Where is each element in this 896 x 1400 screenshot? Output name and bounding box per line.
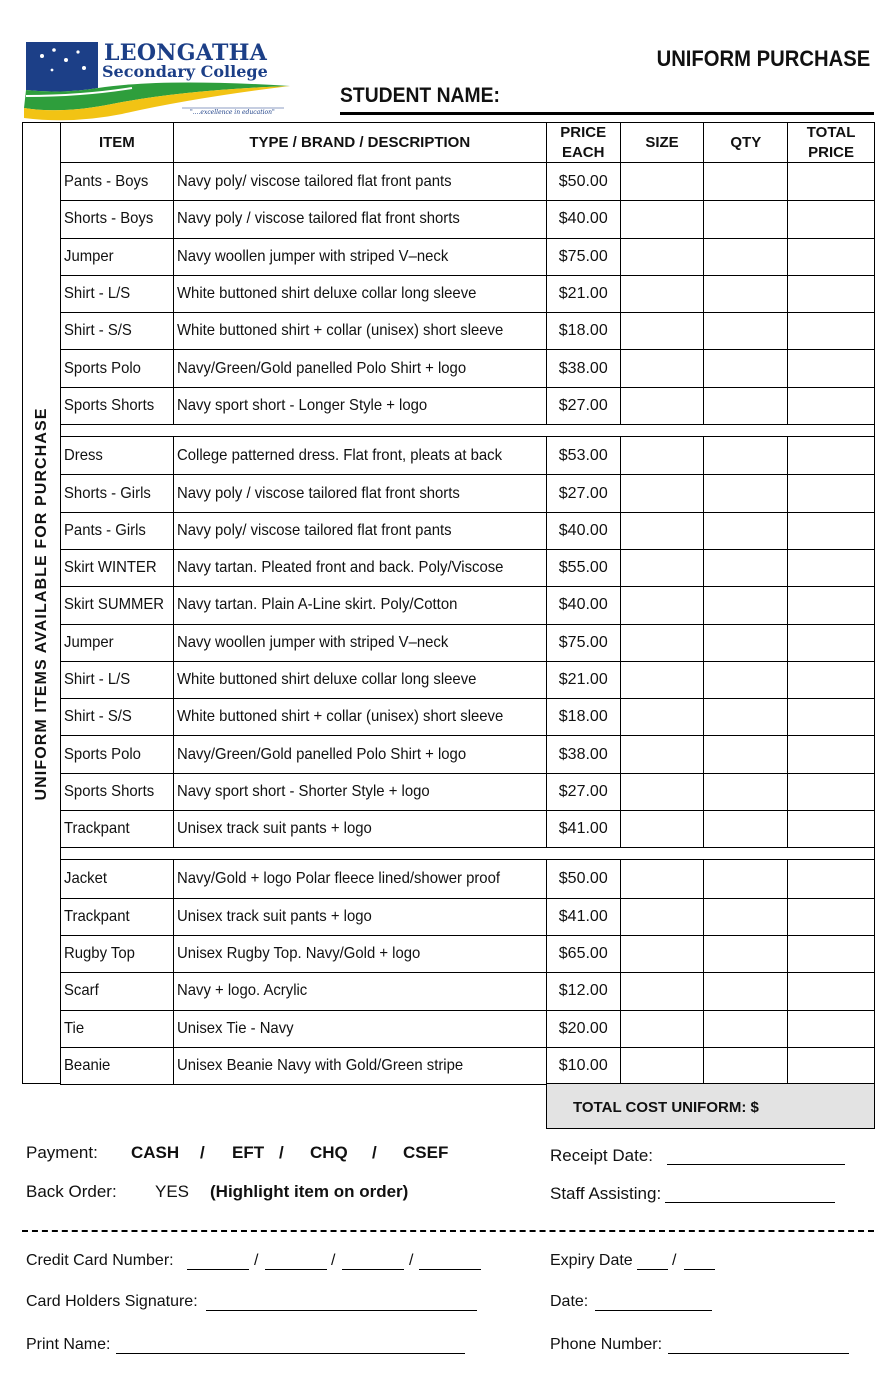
size-input[interactable] [621,774,705,810]
size-input[interactable] [621,736,705,772]
item-name [61,811,174,847]
item-description [174,736,547,772]
total-price-input[interactable] [788,163,874,200]
card-date-field[interactable] [595,1310,712,1311]
qty-input[interactable] [704,276,788,312]
item-name-text: Skirt WINTER [64,559,157,577]
card-number-field-1[interactable] [187,1269,249,1270]
table-row [61,387,874,424]
item-price [547,860,621,897]
item-name [61,860,174,897]
item-description [174,662,547,698]
item-description-text: Navy/Green/Gold panelled Polo Shirt + logo [176,359,466,377]
school-name: LEONGATHA [104,40,268,66]
qty-input[interactable] [704,313,788,349]
print-name-label: Print Name: [26,1336,111,1353]
item-price-text: $50.00 [558,172,608,190]
item-price [547,662,621,698]
staff-assisting-label: Staff Assisting: [550,1184,662,1203]
item-price-text: $65.00 [558,945,608,963]
item-name-text: Rugby Top [64,945,135,963]
item-description-text: Navy poly/ viscose tailored flat front pants [176,521,452,539]
item-name [61,276,174,312]
table-row [61,661,874,698]
item-name [61,774,174,810]
payment-separator: / [372,1143,377,1162]
table-row [61,586,874,623]
item-price [547,1011,621,1047]
size-input[interactable] [621,1048,705,1084]
item-name-text: Trackpant [64,820,130,838]
item-name [61,550,174,586]
table-row [61,972,874,1009]
payment-label: Payment: [26,1143,98,1162]
item-price-text: $50.00 [558,869,608,887]
item-price-text: $20.00 [558,1019,608,1037]
back-order-yes[interactable]: YES [155,1182,190,1201]
item-description [174,475,547,511]
item-description [174,811,547,847]
item-name-text: Shorts - Girls [64,484,151,502]
table-row [61,1047,874,1084]
card-signature-label: Card Holders Signature: [26,1293,198,1310]
total-price-input[interactable] [788,437,874,474]
item-price-text: $18.00 [558,708,608,726]
item-price-text: $40.00 [558,596,608,614]
item-name [61,513,174,549]
table-row [61,624,874,661]
item-price [547,936,621,972]
item-description-text: Navy woollen jumper with striped V–neck [176,633,448,651]
column-header-price-each: PRICE EACH [547,123,621,162]
item-name-text: Jacket [64,869,108,887]
credit-card-number-label: Credit Card Number: [26,1252,174,1269]
table-row [61,312,874,349]
item-name-text: Scarf [64,982,99,1000]
total-price-input[interactable] [788,276,874,312]
card-signature-field[interactable] [206,1310,477,1311]
item-description [174,550,547,586]
item-price [547,625,621,661]
item-name [61,662,174,698]
item-description [174,860,547,897]
item-description-text: Navy poly / viscose tailored flat front shorts [176,484,460,502]
total-price-input[interactable] [788,350,874,386]
qty-input[interactable] [704,201,788,237]
total-price-input[interactable] [788,513,874,549]
item-description-text: White buttoned shirt deluxe collar long sleeve [176,671,477,688]
item-price-text: $75.00 [558,633,608,651]
qty-input[interactable] [704,973,788,1009]
item-description [174,201,547,237]
item-description [174,899,547,935]
sidebar-label-box [22,122,60,1084]
total-price-input[interactable] [788,201,874,237]
item-name [61,163,174,200]
size-input[interactable] [621,550,705,586]
table-header-row [61,123,874,163]
item-price-text: $75.00 [558,247,608,265]
column-header-qty: QTY [704,123,788,162]
table-row [61,860,874,897]
qty-input[interactable] [704,736,788,772]
card-number-field-4[interactable] [419,1269,481,1270]
staff-assisting-field[interactable] [665,1202,835,1203]
item-description-text: Unisex Rugby Top. Navy/Gold + logo [176,945,421,963]
qty-input[interactable] [704,860,788,897]
item-description [174,1048,547,1084]
item-description [174,276,547,312]
payment-option-eft[interactable]: EFT [232,1143,265,1162]
qty-input[interactable] [704,899,788,935]
item-price [547,437,621,474]
item-price [547,899,621,935]
receipt-date-label: Receipt Date: [550,1146,653,1165]
qty-input[interactable] [704,437,788,474]
item-name [61,201,174,237]
item-name-text: Skirt SUMMER [64,596,165,614]
payment-option-cash[interactable]: CASH [131,1143,180,1162]
item-name [61,437,174,474]
item-price [547,973,621,1009]
item-name [61,973,174,1009]
qty-input[interactable] [704,936,788,972]
item-description [174,350,547,386]
table-row [61,474,874,511]
payment-separator: / [200,1143,205,1162]
table-row [61,810,874,847]
item-name-text: Pants - Girls [64,521,146,539]
item-name-text: Dress [64,446,103,464]
item-description [174,936,547,972]
item-name [61,350,174,386]
total-price-input[interactable] [788,1011,874,1047]
item-price [547,475,621,511]
item-name [61,239,174,275]
card-number-field-3[interactable] [342,1269,404,1270]
total-cost-label: TOTAL COST UNIFORM: $ [573,1099,759,1116]
total-price-input[interactable] [788,699,874,735]
qty-input[interactable] [704,662,788,698]
size-input[interactable] [621,625,705,661]
school-logo [22,38,294,122]
size-input[interactable] [621,899,705,935]
school-subtitle: Secondary College [102,62,268,81]
card-number-separator: / [409,1252,414,1269]
item-price-text: $18.00 [558,322,608,340]
item-price-text: $10.00 [558,1056,608,1074]
item-price [547,774,621,810]
table-body [61,163,874,1084]
expiry-month-field[interactable] [637,1269,668,1270]
size-input[interactable] [621,860,705,897]
size-input[interactable] [621,350,705,386]
item-price-text: $40.00 [558,521,608,539]
item-description [174,513,547,549]
item-name [61,587,174,623]
qty-input[interactable] [704,388,788,424]
item-description-text: Navy sport short - Shorter Style + logo [176,782,430,800]
item-description-text: Unisex Tie - Navy [176,1019,294,1037]
column-header-total-price: TOTAL PRICE [806,123,856,161]
item-description [174,1011,547,1047]
table-row [61,935,874,972]
item-description [174,625,547,661]
card-number-field-2[interactable] [265,1269,327,1270]
qty-input[interactable] [704,475,788,511]
item-description-text: White buttoned shirt + collar (unisex) short sleeve [176,708,503,726]
total-price-input[interactable] [788,587,874,623]
item-name-text: Jumper [64,247,114,265]
item-price [547,1048,621,1084]
item-description-text: White buttoned shirt deluxe collar long sleeve [176,285,477,303]
table-row [61,1010,874,1047]
payment-separator: / [279,1143,284,1162]
school-tagline: "....excellence in education" [190,109,275,116]
qty-input[interactable] [704,811,788,847]
item-price-text: $38.00 [558,745,608,763]
size-input[interactable] [621,475,705,511]
item-name [61,475,174,511]
column-header-item: ITEM [61,123,174,162]
item-name-text: Shorts - Boys [64,210,154,228]
card-number-separator: / [254,1252,259,1269]
item-description-text: Unisex track suit pants + logo [176,907,372,925]
item-price-text: $12.00 [558,982,608,1000]
qty-input[interactable] [704,699,788,735]
item-description-text: Navy tartan. Plain A-Line skirt. Poly/Cotton [176,596,458,614]
table-row [61,238,874,275]
qty-input[interactable] [704,550,788,586]
item-name [61,625,174,661]
item-price-text: $21.00 [558,671,608,688]
table-row [61,549,874,586]
back-order-note: (Highlight item on order) [210,1182,409,1201]
phone-number-field[interactable] [668,1353,849,1354]
item-price [547,388,621,424]
table-row [61,698,874,735]
phone-number-label: Phone Number: [550,1336,663,1353]
size-input[interactable] [621,936,705,972]
size-input[interactable] [621,276,705,312]
item-price-text: $40.00 [558,210,608,228]
total-price-input[interactable] [788,774,874,810]
item-price [547,350,621,386]
item-name-text: Sports Shorts [64,396,155,414]
item-price-text: $27.00 [558,484,608,502]
sidebar-label: UNIFORM ITEMS AVAILABLE FOR PURCHASE [33,407,50,801]
receipt-date-field[interactable] [667,1164,845,1165]
item-price [547,239,621,275]
item-price [547,550,621,586]
item-price-text: $55.00 [558,559,608,577]
cut-line-divider [22,1230,874,1232]
qty-input[interactable] [704,1048,788,1084]
qty-input[interactable] [704,774,788,810]
qty-input[interactable] [704,163,788,200]
item-description-text: Unisex track suit pants + logo [176,820,372,838]
table-row [61,349,874,386]
form-title: UNIFORM PURCHASE [656,46,870,71]
expiry-year-field[interactable] [684,1269,715,1270]
section-divider [61,847,874,860]
size-input[interactable] [621,662,705,698]
item-name-text: Beanie [64,1056,111,1074]
size-input[interactable] [621,587,705,623]
column-header-size: SIZE [621,123,705,162]
total-price-input[interactable] [788,662,874,698]
item-description-text: College patterned dress. Flat front, pleats at back [176,446,502,464]
item-name-text: Sports Polo [64,359,141,377]
payment-option-csef[interactable]: CSEF [403,1143,449,1162]
total-price-input[interactable] [788,1048,874,1084]
qty-input[interactable] [704,625,788,661]
item-price [547,811,621,847]
item-name-text: Trackpant [64,907,130,925]
size-input[interactable] [621,163,705,200]
item-name-text: Sports Shorts [64,782,155,800]
qty-input[interactable] [704,587,788,623]
item-price [547,699,621,735]
item-description [174,587,547,623]
card-number-separator: / [331,1252,336,1269]
table-row [61,275,874,312]
item-description-text: Unisex Beanie Navy with Gold/Green stripe [176,1056,463,1074]
item-price [547,276,621,312]
item-name-text: Shirt - L/S [64,285,131,303]
item-price-text: $53.00 [558,446,608,464]
item-description-text: White buttoned shirt + collar (unisex) short sleeve [176,322,503,340]
student-name-field[interactable] [340,112,874,115]
size-input[interactable] [621,513,705,549]
item-description [174,239,547,275]
item-price [547,163,621,200]
back-order-label: Back Order: [26,1182,117,1201]
table-row [61,200,874,237]
student-name-label: STUDENT NAME: [340,84,500,107]
column-header-description: TYPE / BRAND / DESCRIPTION [174,123,547,162]
total-price-input[interactable] [788,811,874,847]
size-input[interactable] [621,388,705,424]
item-price-text: $27.00 [558,396,608,414]
item-description-text: Navy/Green/Gold panelled Polo Shirt + logo [176,745,466,763]
total-price-input[interactable] [788,625,874,661]
item-description [174,774,547,810]
total-price-input[interactable] [788,899,874,935]
item-description-text: Navy/Gold + logo Polar fleece lined/shower proof [176,869,500,887]
expiry-date-label: Expiry Date [550,1252,633,1269]
item-description-text: Navy poly/ viscose tailored flat front pants [176,172,452,190]
qty-input[interactable] [704,1011,788,1047]
item-name [61,899,174,935]
item-description [174,437,547,474]
total-price-input[interactable] [788,313,874,349]
item-name-text: Jumper [64,633,114,651]
total-price-input[interactable] [788,239,874,275]
item-price-text: $38.00 [558,359,608,377]
item-name-text: Tie [64,1019,85,1037]
item-description-text: Navy sport short - Longer Style + logo [176,396,427,414]
item-price-text: $41.00 [558,820,608,838]
table-row [61,898,874,935]
item-price [547,313,621,349]
table-row [61,437,874,474]
item-price-text: $21.00 [558,285,608,303]
size-input[interactable] [621,201,705,237]
size-input[interactable] [621,239,705,275]
item-name [61,1048,174,1084]
total-cost-box[interactable] [546,1083,875,1129]
item-name-text: Shirt - L/S [64,671,131,688]
item-description [174,973,547,1009]
total-price-input[interactable] [788,388,874,424]
section-divider [61,424,874,437]
table-row [61,163,874,200]
item-name [61,313,174,349]
total-price-input[interactable] [788,973,874,1009]
item-description [174,313,547,349]
total-price-input[interactable] [788,936,874,972]
size-input[interactable] [621,1011,705,1047]
item-name [61,936,174,972]
total-price-input[interactable] [788,860,874,897]
total-price-input[interactable] [788,736,874,772]
item-name-text: Sports Polo [64,745,141,763]
size-input[interactable] [621,699,705,735]
total-price-input[interactable] [788,550,874,586]
item-description [174,699,547,735]
item-price [547,513,621,549]
item-description-text: Navy + logo. Acrylic [176,982,307,1000]
item-description-text: Navy tartan. Pleated front and back. Poly/Viscose [176,559,504,577]
table-row [61,773,874,810]
item-price-text: $41.00 [558,907,608,925]
qty-input[interactable] [704,350,788,386]
item-price [547,587,621,623]
item-description-text: Navy poly / viscose tailored flat front shorts [176,210,460,228]
uniform-items-table [60,122,875,1085]
table-row [61,512,874,549]
item-name [61,736,174,772]
item-price-text: $27.00 [558,782,608,800]
item-description [174,388,547,424]
item-price [547,736,621,772]
print-name-field[interactable] [116,1353,465,1354]
size-input[interactable] [621,313,705,349]
item-name [61,388,174,424]
item-name-text: Shirt - S/S [64,708,132,726]
item-name-text: Pants - Boys [64,172,149,190]
table-row [61,735,874,772]
item-name-text: Shirt - S/S [64,322,132,340]
expiry-separator: / [672,1252,677,1269]
payment-option-chq[interactable]: CHQ [310,1143,348,1162]
item-price [547,201,621,237]
size-input[interactable] [621,973,705,1009]
item-name [61,699,174,735]
size-input[interactable] [621,811,705,847]
total-price-input[interactable] [788,475,874,511]
card-date-label: Date: [550,1293,589,1310]
qty-input[interactable] [704,239,788,275]
qty-input[interactable] [704,513,788,549]
item-name [61,1011,174,1047]
size-input[interactable] [621,437,705,474]
item-description-text: Navy woollen jumper with striped V–neck [176,247,448,265]
item-description [174,163,547,200]
